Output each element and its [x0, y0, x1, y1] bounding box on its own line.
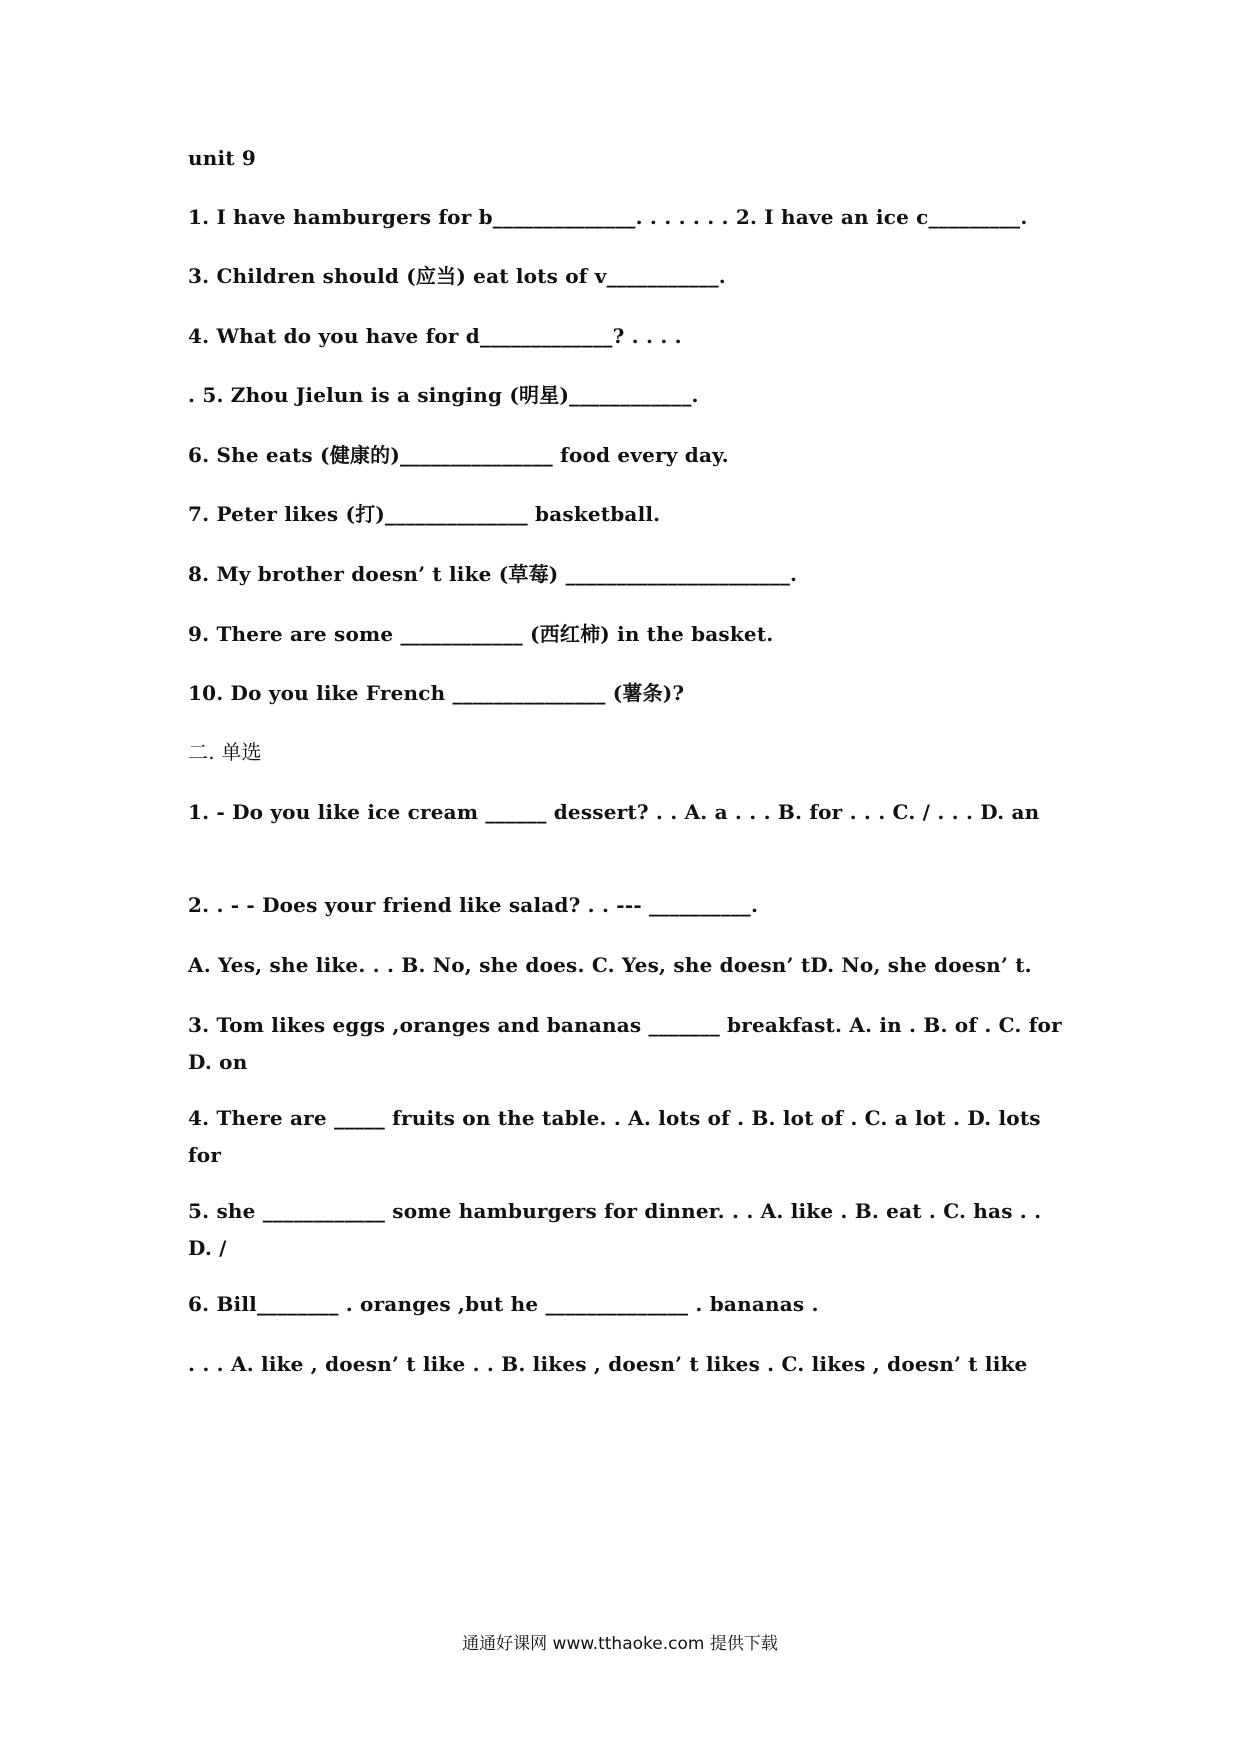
fill-in-item-7: 7. Peter likes (打)______________ basketball.	[188, 502, 661, 526]
choice-question-6-options: . . . A. like , doesn’ t like . . B. likes , doesn’ t likes . C. likes , doesn’ t like	[188, 1352, 1028, 1376]
fill-in-item-5: . 5. Zhou Jielun is a singing (明星)____________.	[188, 383, 699, 407]
page-footer: 通通好课网 www.tthaoke.com 提供下载	[462, 1634, 778, 1654]
section-heading: 二. 单选	[188, 740, 262, 764]
choice-question-3: 3. Tom likes eggs ,oranges and bananas _______ breakfast. A. in . B. of . C. for D. on	[188, 1013, 1069, 1074]
page-title: unit 9	[188, 146, 256, 170]
fill-in-item-6: 6. She eats (健康的)_______________ food every day.	[188, 443, 729, 467]
choice-question-4: 4. There are _____ fruits on the table. . A. lots of . B. lot of . C. a lot . D. lots for	[188, 1106, 1048, 1167]
fill-in-item-10: 10. Do you like French _______________ (薯条)?	[188, 681, 685, 705]
choice-question-6: 6. Bill________ . oranges ,but he ______________ . bananas .	[188, 1292, 819, 1316]
fill-in-item-4: 4. What do you have for d_____________? . . . .	[188, 324, 682, 348]
fill-in-item-1: 1. I have hamburgers for b______________. . . . . . . 2. I have an ice c_________.	[188, 205, 1028, 229]
choice-question-1: 1. - Do you like ice cream ______ dessert? . . A. a . . . B. for . . . C. / . . . D. an	[188, 800, 1040, 824]
fill-in-item-9: 9. There are some ____________ (西红柿) in the basket.	[188, 622, 774, 646]
choice-question-2-options: A. Yes, she like. . . B. No, she does. C. Yes, she doesn’ tD. No, she doesn’ t.	[188, 953, 1032, 977]
choice-question-2: 2. . - - Does your friend like salad? . . --- __________.	[188, 893, 759, 917]
choice-question-5: 5. she ____________ some hamburgers for dinner. . . A. like . B. eat . C. has . . D. /	[188, 1199, 1049, 1260]
fill-in-item-8: 8. My brother doesn’ t like (草莓) ______________________.	[188, 562, 798, 586]
fill-in-item-3: 3. Children should (应当) eat lots of v___________.	[188, 264, 726, 288]
